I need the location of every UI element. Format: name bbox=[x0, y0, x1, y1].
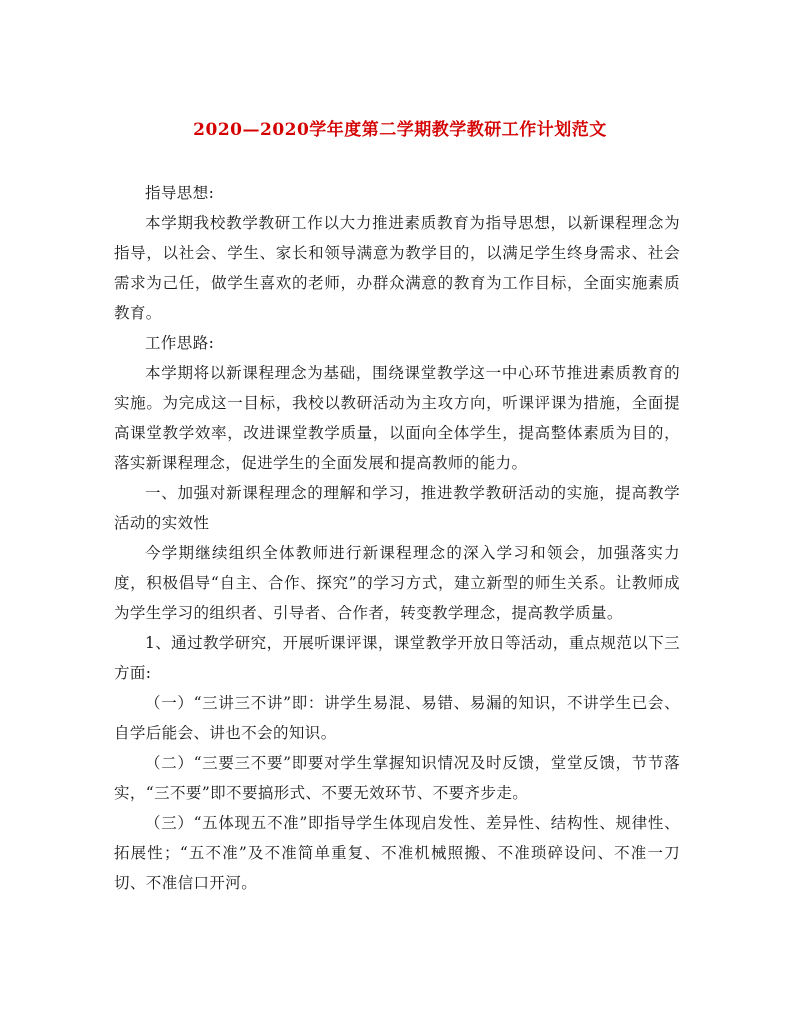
list-item: 1、通过教学研究，开展听课评课，课堂教学开放日等活动，重点规范以下三方面: bbox=[114, 634, 680, 682]
list-item: （一）“三讲三不讲”即：讲学生易混、易错、易漏的知识，不讲学生已会、自学后能会、讲也不会的知识。 bbox=[114, 694, 680, 742]
paragraph: 今学期继续组织全体教师进行新课程理念的深入学习和领会，加强落实力度，积极倡导“自主、合作、探究”的学习方式，建立新型的师生关系。让教师成为学生学习的组织者、引导者、合作者，转变教学理念，提高教学质量。 bbox=[114, 544, 680, 622]
document-title: 2020—2020学年度第二学期教学教研工作计划范文 bbox=[193, 120, 607, 140]
section-heading-1: 一、加强对新课程理念的理解和学习，推进教学教研活动的实施，提高教学活动的实效性 bbox=[114, 484, 680, 532]
section-heading-guiding-thought: 指导思想: bbox=[145, 184, 215, 202]
paragraph: 本学期将以新课程理念为基础，围绕课堂教学这一中心环节推进素质教育的实施。为完成这一目标，我校以教研活动为主攻方向，听课评课为措施，全面提高课堂教学效率，改进课堂教学质量，以面向全体学生，提高整体素质为目的，落实新课程理念，促进学生的全面发展和提高教师的能力。 bbox=[114, 364, 680, 472]
list-item: （二）“三要三不要”即要对学生掌握知识情况及时反馈，堂堂反馈，节节落实，“三不要”即不要搞形式、不要无效环节、不要齐步走。 bbox=[114, 754, 680, 802]
list-item: （三）“五体现五不准”即指导学生体现启发性、差异性、结构性、规律性、拓展性；“五不准”及不准简单重复、不准机械照搬、不准琐碎设问、不准一刀切、不准信口开河。 bbox=[114, 814, 680, 892]
document-body bbox=[114, 178, 680, 898]
paragraph: 本学期我校教学教研工作以大力推进素质教育为指导思想，以新课程理念为指导，以社会、学生、家长和领导满意为教学目的，以满足学生终身需求、社会需求为己任，做学生喜欢的老师，办群众满意的教育为工作目标，全面实施素质教育。 bbox=[114, 214, 680, 322]
section-heading-work-approach: 工作思路: bbox=[145, 334, 215, 352]
